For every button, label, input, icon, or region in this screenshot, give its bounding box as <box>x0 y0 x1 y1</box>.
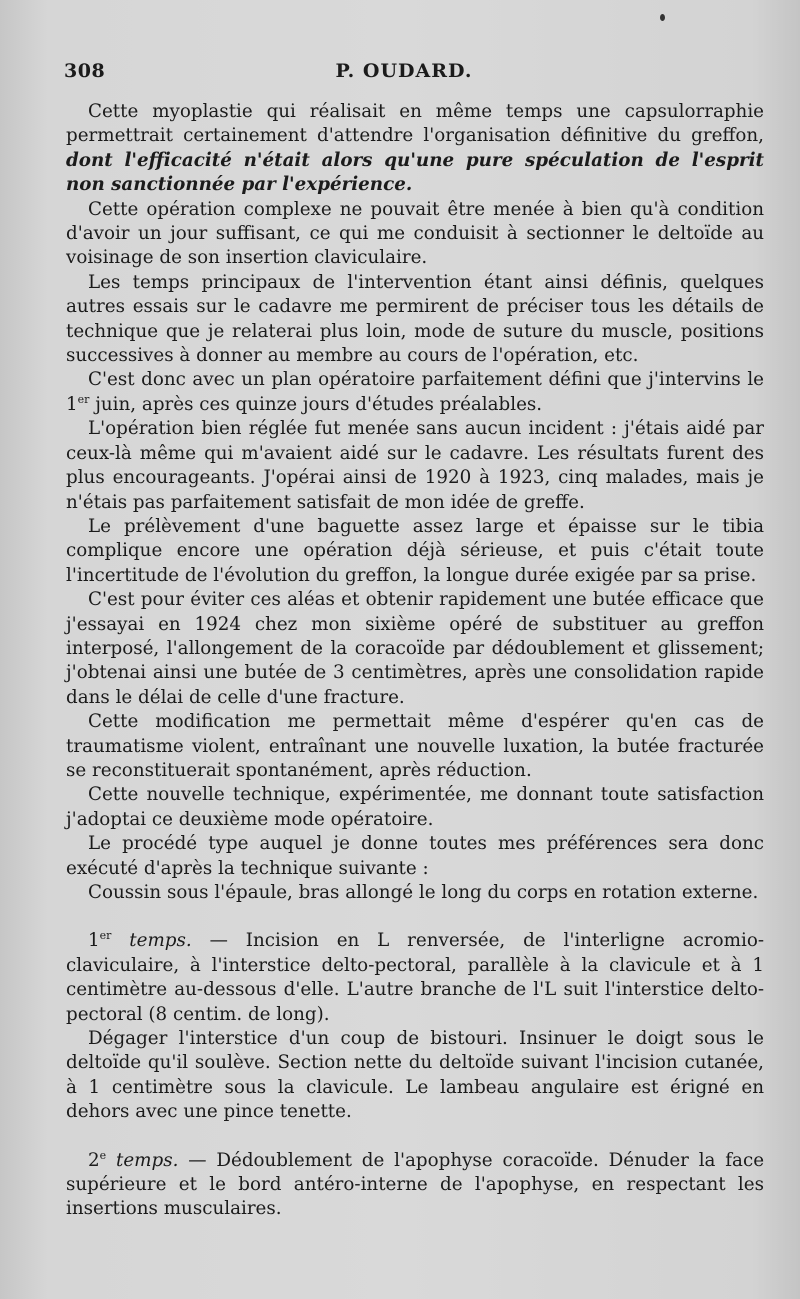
ordinal-superscript: e <box>99 1148 107 1162</box>
paragraph-text: C'est donc avec un plan opératoire parfaitement défini que j'intervins le 1 <box>66 369 764 415</box>
paragraph: C'est pour éviter ces aléas et obtenir rapidement une butée efficace que j'essayai en 1924 chez mon sixième opéré de substituer au greffon interposé, l'allongement de la coracoïde par dédoublement et glissement; j'obtenai ainsi une butée de 3 centimètres, après une consolidation rapide dans le délai de celle d'une fracture. <box>66 589 764 708</box>
page-number: 308 <box>64 60 106 82</box>
paragraph <box>66 100 764 198</box>
italic-emphasis: dont l'efficacité n'était alors qu'une pure spéculation de l'esprit non sanctionnée par l'expérience. <box>66 149 764 196</box>
step-number: 2 <box>88 1149 100 1171</box>
ordinal-superscript: er <box>99 929 112 943</box>
step-label: temps. <box>116 1149 179 1171</box>
body-text <box>66 100 764 1222</box>
paragraph-text: juin, après ces quinze jours d'études préalables. <box>89 393 543 415</box>
step-text: — Dédoublement de l'apophyse coracoïde. Dénuder la face supérieure et le bord antéro-interne de l'apophyse, en respectant les insertions musculaires. <box>66 1149 765 1220</box>
paragraph: Le procédé type auquel je donne toutes mes préférences sera donc exécuté d'après la technique suivante : <box>66 833 764 879</box>
paragraph: L'opération bien réglée fut menée sans aucun incident : j'étais aidé par ceux-là même qui m'avaient aidé sur le cadavre. Les résultats furent des plus encourageants. J'opérai ainsi de 1920 à 1923, cinq malades, mais je n'étais pas parfaitement satisfait de mon idée de greffe. <box>66 418 764 513</box>
page-header <box>64 60 744 90</box>
paragraph: Les temps principaux de l'intervention étant ainsi définis, quelques autres essais sur le cadavre me permirent de préciser tous les détails de technique que je relaterai plus loin, mode de suture du muscle, positions successives à donner au membre au cours de l'opération, etc. <box>66 271 764 367</box>
paragraph <box>66 368 764 417</box>
paragraph: Le prélèvement d'une baguette assez large et épaisse sur le tibia complique encore une opération déjà sérieuse, et puis c'était toute l'incertitude de l'évolution du greffon, la longue durée exigée par sa prise. <box>66 515 764 586</box>
paragraph: Cette opération complexe ne pouvait être menée à bien qu'à condition d'avoir un jour suffisant, ce qui me conduisit à sectionner le deltoïde au voisinage de son insertion claviculaire. <box>66 198 764 269</box>
running-head: P. OUDARD. <box>335 60 473 82</box>
paragraph: Dégager l'interstice d'un coup de bistouri. Insinuer le doigt sous le deltoïde qu'il soulève. Section nette du deltoïde suivant l'incision cutanée, à 1 centimètre sous la clavicule. Le lambeau angulaire est érigné en dehors avec une pince tenette. <box>66 1028 764 1123</box>
ink-speck <box>660 14 665 21</box>
step-text: — Incision en L renversée, de l'interligne acromio-claviculaire, à l'interstice delto-pectoral, parallèle à la clavicule et à 1 centimètre au-dessous d'elle. L'autre branche de l'L suit l'interstice delto-pectoral (8 centim. de long). <box>66 930 764 1025</box>
step-paragraph <box>66 1149 764 1222</box>
step-paragraph <box>66 929 764 1027</box>
paragraph: Cette nouvelle technique, expérimentée, me donnant toute satisfaction j'adoptai ce deuxième mode opératoire. <box>66 784 764 830</box>
step-label: temps. <box>129 930 192 952</box>
paragraph-text: Cette myoplastie qui réalisait en même temps une capsulorraphie permettrait certainement d'attendre l'organisation définitive du greffon, <box>66 101 764 147</box>
paragraph: Cette modification me permettait même d'espérer qu'en cas de traumatisme violent, entraînant une nouvelle luxation, la butée fracturée se reconstituerait spontanément, après réduction. <box>66 711 764 781</box>
ordinal-superscript: er <box>77 392 90 406</box>
paragraph: Coussin sous l'épaule, bras allongé le long du corps en rotation externe. <box>88 882 759 903</box>
step-number: 1 <box>88 930 100 952</box>
